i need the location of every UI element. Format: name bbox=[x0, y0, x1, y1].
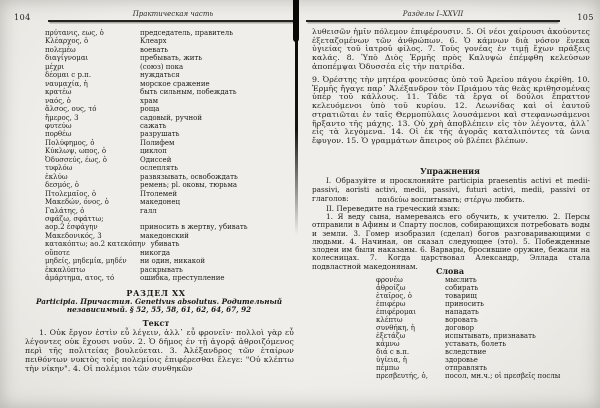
vocab-translation: раскрывать bbox=[140, 265, 183, 274]
vocab-translation: Птолемей bbox=[140, 189, 178, 198]
vocab-term: ἐξετάζω bbox=[376, 332, 406, 340]
vocab-row bbox=[45, 130, 298, 138]
vocab-translation: приносить bbox=[445, 300, 484, 308]
vocab-translation: циклоп bbox=[140, 147, 167, 156]
vocab-translation: Клеарх bbox=[140, 37, 167, 46]
vocab-term: συνθήκη, ἡ bbox=[376, 324, 415, 332]
vocab-term: τυφλόω bbox=[45, 164, 73, 173]
vocab-term: Μακεδών, όνος, ὁ bbox=[45, 198, 109, 207]
vocab-term: аор.2 ἐσφάγην bbox=[45, 223, 98, 232]
vocab-row bbox=[376, 284, 594, 292]
page-gutter-shadow-top bbox=[293, 0, 299, 42]
vocab-term: φυτεύω bbox=[45, 121, 72, 130]
vocab-translation: нападать bbox=[445, 308, 479, 316]
vocab-row bbox=[376, 324, 594, 332]
page-number-left: 104 bbox=[14, 13, 31, 22]
vocab-translation: роща bbox=[140, 105, 160, 114]
vocab-term: δεσμός, ὁ bbox=[45, 181, 79, 190]
vocab-translation: (союз) пока bbox=[140, 62, 184, 71]
exercise-2-text: 1. Я веду сына, намереваясь его обучить, к учителю. 2. Персы отправили в Афины и Спарту послов, собирающихся потребовать воды и земли. 3. Гомер изобразил (сделал) богов разговаривающими с людьми. 4. Начиная, он сказал следующее (это). 5. Побежденные злодеи им были наказаны. 6. Варвары, бросившие оружие, бежали на колесницах. 7. Когда царствовал Александр, Эллада стала подвластной македонянам. bbox=[312, 212, 590, 271]
vocab-translation: пребывать, жить bbox=[140, 54, 203, 63]
page-right-header bbox=[306, 10, 594, 22]
vocab-row bbox=[376, 300, 594, 308]
exercises-heading: Упражнения bbox=[420, 166, 480, 176]
vocab-term: ὑγίεια, ἡ bbox=[376, 356, 407, 364]
vocab-translation: галл bbox=[140, 206, 157, 215]
page-left-header bbox=[14, 10, 298, 22]
vocab-row bbox=[45, 97, 298, 105]
running-head-right: Разделы I–XXVII bbox=[306, 10, 560, 22]
vocab-term: πορθέω bbox=[45, 130, 72, 139]
vocab-row bbox=[45, 147, 298, 155]
vocab-term: σφάζω, σφάττω; bbox=[45, 214, 104, 223]
greek-text-left: 1. Οὐκ ἔργον ἐστὶν εὖ λέγειν, ἀλλ᾽ εὖ φρονεῖν· πολλοὶ γὰρ εὖ λέγοντες οὐκ ἔχουσι νοῦν. 2. Ὁ δῆμος ἐν τῇ ἀγορᾷ ἀθροιζόμενος περὶ τῆς πολιτείας βουλεύεται. 3. Ἀλέξανδρος τῶν ἑταίρων πειθόντων νυκτὸς τοῖς πολεμίοις ἐπιφέρεσθαι ἔλεγε: "Οὐ κλέπτω τὴν νίκην". 4. Οἱ πολέμιοι τῶν συνθηκῶν bbox=[25, 328, 294, 373]
vocab-row bbox=[376, 316, 594, 324]
vocab-row bbox=[376, 340, 594, 348]
page-right bbox=[306, 6, 594, 402]
vocab-row bbox=[45, 181, 298, 189]
vocab-term: Γαλάτης, ὁ bbox=[45, 206, 85, 215]
vocab-row bbox=[45, 88, 298, 96]
vocab-translation: садовый, ручной bbox=[140, 113, 203, 122]
vocab-term: διαγίγνομαι bbox=[45, 54, 89, 63]
vocab-translation: здоровье bbox=[445, 356, 478, 364]
vocab-row bbox=[376, 348, 594, 356]
vocab-term: ἁμάρτημα, ατος, τό bbox=[45, 274, 115, 283]
vocab-translation: собирать bbox=[445, 284, 479, 292]
vocab-row bbox=[45, 223, 298, 231]
exercise-2-intro: II. Переведите на греческий язык: bbox=[326, 204, 461, 213]
vocab-term: οὔποτε bbox=[45, 248, 70, 257]
vocab-term: κάμνω bbox=[376, 340, 400, 348]
vocab-term: ἐπιφέρω bbox=[376, 300, 406, 308]
vocab-term: φρονέω bbox=[376, 276, 403, 284]
vocab-term: πολεμέω bbox=[45, 45, 76, 54]
vocab-translation: ремень; pl. оковы, тюрьма bbox=[140, 181, 238, 190]
vocab-translation: быть сильным, побеждать bbox=[140, 88, 237, 97]
vocab-row bbox=[376, 292, 594, 300]
greek-text-continued-1: λυθεισῶν ἡμῖν πόλεμον ἐπιφέρουσιν. 5. Οἱ νέοι χαίρουσι ἀκούοντες ἐξεταζομένων τῶν ἀνθρώπων. 6. Ὁ κάμνων διὰ νόσον ἕνεκα ὑγιείας τοῦ ἰατροῦ φίλος. 7. Τοὺς γονέας ἐν τιμῇ ἔχων πράξεις καλάς. 8. Ὑπὸ Διὸς Ἑρμῆς πρὸς Καλυψὼ ἐπέμφθη κελεύσων ἀποπέμψαι Ὀδυσσέα εἰς τὴν πατρίδα. bbox=[312, 27, 590, 71]
vocab-term: Πολύφημος, ὁ bbox=[45, 138, 95, 147]
vocab-term: Μακεδονικός, 3 bbox=[45, 231, 102, 240]
vocab-term: Κλέαρχος, ὁ bbox=[45, 37, 89, 46]
vocab-row bbox=[45, 207, 298, 215]
vocab-row bbox=[45, 232, 298, 240]
vocab-translation: морское сражение bbox=[140, 79, 210, 88]
vocab-row bbox=[376, 364, 594, 372]
vocab-translation: македонский bbox=[140, 231, 189, 240]
vocab-translation: воровать bbox=[445, 316, 478, 324]
vocab-translation: убивать bbox=[150, 240, 180, 249]
vocab-term: πρύτανις, εως, ὁ bbox=[45, 29, 104, 37]
vocab-row bbox=[45, 71, 298, 79]
vocab-term: ναός, ὁ bbox=[45, 96, 71, 105]
section-subtitle: Participia. Причастия. Genetivus absolutus. Родительный независимый. § 52, 55, 58, 61, 62, 64, 67, 92 bbox=[36, 297, 282, 315]
vocab-term: διά с в.п. bbox=[376, 348, 410, 356]
vocab-translation: храм bbox=[140, 96, 159, 105]
vocab-row bbox=[45, 173, 298, 181]
vocab-translation: воевать bbox=[140, 45, 169, 54]
vocab-term: πέμπω bbox=[376, 364, 400, 372]
vocab-translation: приносить в жертву, убивать bbox=[140, 223, 248, 232]
exercise-1: I. Образуйте и просклоняйте participia praesentis activi et medii-passivi, aoristi activi, medii, passivi, futuri activi, medii, passivi от глаголов: bbox=[312, 176, 590, 203]
vocab-row bbox=[376, 308, 594, 316]
vocab-row bbox=[45, 122, 298, 130]
page-left bbox=[14, 6, 298, 402]
vocab-row bbox=[45, 266, 298, 274]
vocab-translation: никогда bbox=[140, 248, 171, 257]
vocab-row bbox=[45, 37, 298, 45]
running-head-left: Практическая часть bbox=[48, 10, 298, 22]
vocab-row bbox=[376, 372, 594, 380]
vocab-translation: развязывать, освобождать bbox=[140, 172, 238, 181]
vocab-term: ναυμαχία, ἡ bbox=[45, 79, 88, 88]
vocab-row bbox=[45, 114, 298, 122]
vocab-translation: македонец bbox=[140, 198, 180, 207]
vocab-translation: товарищ bbox=[445, 292, 477, 300]
text-heading: Текст bbox=[142, 318, 170, 328]
vocab-term: Ὀδυσσεύς, έως, ὁ bbox=[45, 155, 107, 164]
vocab-row bbox=[376, 356, 594, 364]
vocab-term: πρεσβευτής, ὁ, bbox=[376, 372, 428, 380]
vocabulary-list-left bbox=[45, 29, 298, 283]
vocab-row bbox=[45, 257, 298, 265]
vocab-translation: посол, мн.ч.; οἱ πρεσβεῖς послы bbox=[445, 372, 561, 380]
vocab-term: ἑταῖρος, ὁ bbox=[376, 292, 413, 300]
vocab-row bbox=[45, 274, 298, 282]
greek-text-continued-2: 9. Ὀρέστης τὴν μητέρα φονεύσας ὑπὸ τοῦ Ἀρείου πάγου ἐκρίθη. 10. Ἑρμῆς ἤγαγε παρ᾽ Ἀλέξανδρον τὸν Πριάμου τὰς θεὰς κριθησομένας ὑπὲρ τοῦ κάλλους. 11. Τάδε τὰ ἔργα οἱ δοῦλοι ἔπραττον κελευόμενοι ὑπὸ τοῦ κυρίου. 12. Λεωνίδας καὶ οἱ ἑαυτοῦ στρατιῶται ἐν ταῖς Θερμοπύλαις λουσάμενοι καὶ στεφανωσάμενοι ἤρξαντο τῆς μάχης. 13. Οὐ χρὴ ἀποβλέπειν εἰς τὸν λέγοντα, ἀλλ᾽ εἰς τὰ λεγόμενα. 14. Οἱ ἐκ τῆς ἀγορᾶς καταλιπόντες τὰ ὤνια ἔφυγον. 15. Ὁ γραμμάτων ἄπειρος οὐ βλέπει βλέπων. bbox=[312, 75, 590, 145]
vocab-row bbox=[45, 105, 298, 113]
vocab-term: ἐκκαλύπτω bbox=[45, 265, 86, 274]
vocab-term: Πτολεμαῖος, ὁ bbox=[45, 189, 97, 198]
vocab-row bbox=[45, 80, 298, 88]
vocab-row bbox=[376, 276, 594, 284]
vocab-translation: отправлять bbox=[445, 364, 487, 372]
exercise-1-verbs: παιδεύω воспитывать; στέργω любить. bbox=[377, 195, 525, 204]
vocab-translation: Одиссей bbox=[140, 155, 172, 164]
vocab-term: μέχρι bbox=[45, 62, 65, 71]
words-heading: Слова bbox=[435, 266, 465, 276]
vocab-translation: сажать bbox=[140, 121, 167, 130]
vocab-term: ἐκλύω bbox=[45, 172, 68, 181]
page-number-right: 105 bbox=[577, 13, 594, 22]
vocab-row bbox=[45, 164, 298, 172]
vocab-row bbox=[376, 332, 594, 340]
vocabulary-list-right bbox=[376, 276, 594, 380]
vocab-translation: нуждаться bbox=[140, 71, 180, 80]
vocab-term: ἀθροίζω bbox=[376, 284, 406, 292]
vocab-translation: ослеплять bbox=[140, 164, 178, 173]
vocab-row bbox=[45, 240, 298, 248]
vocab-translation: договор bbox=[445, 324, 475, 332]
vocab-translation: уставать, болеть bbox=[445, 340, 507, 348]
vocab-term: μηδείς, μηδεμία, μηδέν bbox=[45, 257, 127, 266]
vocab-term: ἐπιφέρομαι bbox=[376, 308, 416, 316]
vocab-translation: председатель, правитель bbox=[140, 29, 234, 37]
vocab-term: δέομαι с р.п. bbox=[45, 71, 92, 80]
vocab-term: ἄλσος, ους, τό bbox=[45, 105, 97, 114]
vocab-term: ἥμερος, 3 bbox=[45, 113, 79, 122]
vocab-translation: вследствие bbox=[445, 348, 487, 356]
vocab-row bbox=[45, 156, 298, 164]
vocab-translation: ошибка, преступление bbox=[140, 274, 225, 283]
vocab-translation: испытывать, признавать bbox=[445, 332, 536, 340]
vocab-translation: мыслить bbox=[445, 276, 477, 284]
vocab-row bbox=[45, 54, 298, 62]
vocab-row bbox=[45, 249, 298, 257]
vocab-translation: Полифем bbox=[140, 138, 175, 147]
vocab-row bbox=[45, 198, 298, 206]
vocab-term: κλέπτω bbox=[376, 316, 403, 324]
vocab-row bbox=[45, 190, 298, 198]
vocab-term: Κύκλωψ, ωπος, ὁ bbox=[45, 147, 107, 156]
vocab-translation: ни один, никакой bbox=[140, 257, 205, 266]
vocab-row bbox=[45, 63, 298, 71]
vocab-term: κρατέω bbox=[45, 88, 72, 97]
vocab-translation: разрушать bbox=[140, 130, 180, 139]
section-title: РАЗДЕЛ XX bbox=[126, 288, 186, 298]
vocab-term: κατακόπτω; ао.2 κατεκόπην bbox=[45, 240, 146, 249]
